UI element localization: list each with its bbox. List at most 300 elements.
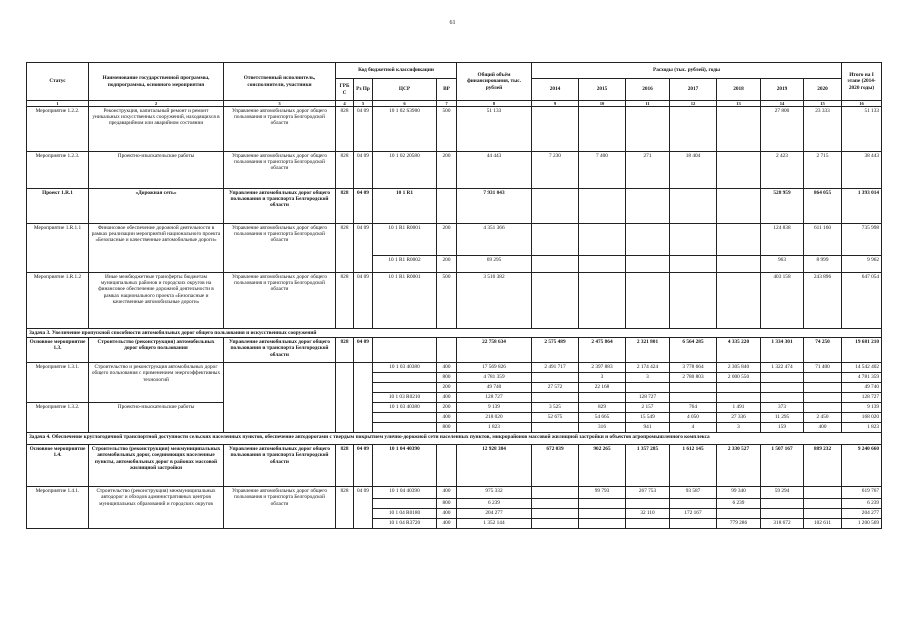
row-year-2016: 941 bbox=[626, 423, 670, 433]
row-grbs: 828 bbox=[336, 224, 354, 273]
row-year-2014: 2 491 717 bbox=[532, 363, 579, 373]
row-csr: 10 1 R1 R0001 bbox=[373, 273, 437, 329]
row-year-2020: 74 250 bbox=[804, 338, 842, 363]
header-stage-total: Итого на I этапе (2014-2020 годы) bbox=[842, 63, 882, 101]
row-year-2014 bbox=[532, 509, 579, 519]
row-stage-total: 1 823 bbox=[842, 423, 882, 433]
row-name: Реконструкция, капитальный ремонт и ремонт уникальных искусственных сооружений, находящихся в предаварийном или аварийном состоянии bbox=[89, 107, 224, 152]
row-vr: 400 bbox=[437, 393, 457, 403]
row-year-2015 bbox=[579, 273, 626, 329]
row-year-2017: 6 564 285 bbox=[670, 338, 717, 363]
row-year-2019: 403 158 bbox=[761, 273, 804, 329]
column-number: 16 bbox=[842, 101, 882, 107]
row-year-2015: 3 bbox=[579, 373, 626, 383]
row-total-volume: 6 239 bbox=[457, 499, 532, 509]
row-year-2018: 1 491 bbox=[717, 403, 761, 413]
row-year-2018: 99 340 bbox=[717, 487, 761, 499]
row-year-2018 bbox=[717, 383, 761, 393]
row-vr: 200 bbox=[437, 256, 457, 273]
row-executor: Управление автомобильных дорог общего пользования и транспорта Белгородской области bbox=[224, 445, 336, 487]
header-code-group: Код бюджетной классификации bbox=[336, 63, 457, 79]
row-year-2014 bbox=[532, 499, 579, 509]
budget-table bbox=[26, 62, 882, 529]
row-year-2020: 8 999 bbox=[804, 256, 842, 273]
row-vr: 400 bbox=[437, 487, 457, 499]
column-number: 4 bbox=[336, 101, 354, 107]
row-status: Мероприятие 1.2.3. bbox=[27, 152, 89, 189]
column-number: 7 bbox=[437, 101, 457, 107]
table-row bbox=[27, 487, 882, 499]
row-stage-total: 19 681 210 bbox=[842, 338, 882, 363]
row-year-2018: 2 305 840 bbox=[717, 363, 761, 373]
row-year-2018 bbox=[717, 273, 761, 329]
table-row bbox=[27, 152, 882, 189]
header-2019: 2019 bbox=[761, 79, 804, 101]
row-stage-total: 128 727 bbox=[842, 393, 882, 403]
row-year-2018: 6 239 bbox=[717, 499, 761, 509]
row-year-2014 bbox=[532, 373, 579, 383]
row-year-2020: 889 232 bbox=[804, 445, 842, 487]
row-stage-total: 1 200 569 bbox=[842, 519, 882, 529]
row-stage-total: 49 740 bbox=[842, 383, 882, 393]
row-year-2018: 4 335 220 bbox=[717, 338, 761, 363]
row-csr bbox=[373, 423, 437, 433]
row-year-2017: 764 bbox=[670, 403, 717, 413]
row-rzpr: 04 09 bbox=[354, 107, 373, 152]
row-executor: Управление автомобильных дорог общего пользования и транспорта Белгородской области bbox=[224, 487, 336, 529]
row-executor: Управление автомобильных дорог общего пользования и транспорта Белгородской области bbox=[224, 152, 336, 189]
row-year-2015 bbox=[579, 224, 626, 256]
row-year-2020: 400 bbox=[804, 423, 842, 433]
row-stage-total: 51 133 bbox=[842, 107, 882, 152]
row-total-volume: 4 351 366 bbox=[457, 224, 532, 256]
row-year-2015 bbox=[579, 189, 626, 224]
row-year-2014: 27 572 bbox=[532, 383, 579, 393]
row-csr bbox=[373, 499, 437, 509]
row-rzpr: 04 09 bbox=[354, 152, 373, 189]
row-year-2017: 3 778 664 bbox=[670, 363, 717, 373]
row-grbs: 828 bbox=[336, 445, 354, 487]
row-name: Строительство и реконструкция автомобильных дорог общего пользования с применением энергоэффективных технологий bbox=[89, 363, 224, 403]
row-year-2020 bbox=[804, 393, 842, 403]
row-year-2019: 59 294 bbox=[761, 487, 804, 499]
row-csr: 10 1 02 20580 bbox=[373, 152, 437, 189]
row-year-2017 bbox=[670, 519, 717, 529]
row-year-2015: 2 397 883 bbox=[579, 363, 626, 373]
row-year-2015: 2 475 864 bbox=[579, 338, 626, 363]
row-year-2020: 611 160 bbox=[804, 224, 842, 256]
row-csr bbox=[373, 413, 437, 423]
row-year-2020 bbox=[804, 499, 842, 509]
header-vr: ВР bbox=[437, 79, 457, 101]
row-rzpr: 04 09 bbox=[354, 273, 373, 329]
row-vr: 400 bbox=[437, 509, 457, 519]
column-number: 15 bbox=[804, 101, 842, 107]
row-rzpr: 04 09 bbox=[354, 224, 373, 273]
row-year-2017: 4 050 bbox=[670, 413, 717, 423]
row-year-2016 bbox=[626, 224, 670, 256]
header-2020: 2020 bbox=[804, 79, 842, 101]
row-year-2019: 1 507 167 bbox=[761, 445, 804, 487]
row-year-2018 bbox=[717, 107, 761, 152]
row-executor bbox=[224, 363, 336, 433]
row-executor: Управление автомобильных дорог общего пользования и транспорта Белгородской области bbox=[224, 273, 336, 329]
row-grbs bbox=[336, 363, 354, 433]
row-grbs: 828 bbox=[336, 152, 354, 189]
row-year-2016: 128 727 bbox=[626, 393, 670, 403]
page-number: 61 bbox=[449, 20, 456, 26]
header-2015: 2015 bbox=[579, 79, 626, 101]
row-name: Проектно-изыскательские работы bbox=[89, 403, 224, 433]
row-year-2020: 102 611 bbox=[804, 519, 842, 529]
row-csr: 10 1 03 R0210 bbox=[373, 393, 437, 403]
row-vr: 800 bbox=[437, 373, 457, 383]
row-year-2014 bbox=[532, 393, 579, 403]
row-stage-total: 168 020 bbox=[842, 413, 882, 423]
row-vr: 500 bbox=[437, 107, 457, 152]
column-number: 9 bbox=[532, 101, 579, 107]
row-status: Проект 1.R.1 bbox=[27, 189, 89, 224]
row-year-2018 bbox=[717, 393, 761, 403]
row-year-2018: 779 286 bbox=[717, 519, 761, 529]
row-vr bbox=[437, 189, 457, 224]
row-year-2016: 2 157 bbox=[626, 403, 670, 413]
header-2017: 2017 bbox=[670, 79, 717, 101]
row-vr: 400 bbox=[437, 519, 457, 529]
row-year-2020: 864 055 bbox=[804, 189, 842, 224]
row-year-2014 bbox=[532, 256, 579, 273]
row-name: «Дорожная сеть» bbox=[89, 189, 224, 224]
header-grbs: ГРБС bbox=[336, 79, 354, 101]
row-grbs: 828 bbox=[336, 338, 354, 363]
row-stage-total: 9 962 bbox=[842, 256, 882, 273]
row-year-2016 bbox=[626, 519, 670, 529]
row-year-2017 bbox=[670, 107, 717, 152]
row-rzpr: 04 09 bbox=[354, 338, 373, 363]
column-number: 10 bbox=[579, 101, 626, 107]
row-year-2019 bbox=[761, 393, 804, 403]
row-year-2017: 93 587 bbox=[670, 487, 717, 499]
row-total-volume: 3 510 382 bbox=[457, 273, 532, 329]
row-name: Проектно-изыскательские работы bbox=[89, 152, 224, 189]
row-year-2019: 27 800 bbox=[761, 107, 804, 152]
row-year-2015 bbox=[579, 256, 626, 273]
row-year-2015: 902 265 bbox=[579, 445, 626, 487]
row-total-volume: 51 133 bbox=[457, 107, 532, 152]
column-number: 5 bbox=[354, 101, 373, 107]
table-body bbox=[27, 101, 882, 529]
row-year-2018: 3 bbox=[717, 423, 761, 433]
row-vr: 500 bbox=[437, 273, 457, 329]
header-rzpr: Рз Пр bbox=[354, 79, 373, 101]
row-year-2016 bbox=[626, 189, 670, 224]
row-total-volume: 69 295 bbox=[457, 256, 532, 273]
row-year-2018: 2 000 550 bbox=[717, 373, 761, 383]
column-number: 11 bbox=[626, 101, 670, 107]
row-csr: 10 1 04 R3720 bbox=[373, 519, 437, 529]
header-2018: 2018 bbox=[717, 79, 761, 101]
row-year-2017 bbox=[670, 273, 717, 329]
row-total-volume: 7 931 043 bbox=[457, 189, 532, 224]
table-row bbox=[27, 403, 882, 413]
row-year-2019: 1 322 474 bbox=[761, 363, 804, 373]
row-vr bbox=[437, 338, 457, 363]
row-executor: Управление автомобильных дорог общего пользования и транспорта Белгородской области bbox=[224, 189, 336, 224]
row-year-2019: 1 334 301 bbox=[761, 338, 804, 363]
row-year-2014 bbox=[532, 487, 579, 499]
row-year-2015: 54 665 bbox=[579, 413, 626, 423]
row-year-2019 bbox=[761, 509, 804, 519]
row-total-volume: 9 139 bbox=[457, 403, 532, 413]
row-stage-total: 647 054 bbox=[842, 273, 882, 329]
row-stage-total: 6 239 bbox=[842, 499, 882, 509]
task-heading: Задача 4. Обеспечение круглогодичной транспортной доступности сельских населенных пунктов, обеспечение автодорогами с твердым покрытием улично-дорожной сети населенных пунктов, микрорайонов массовой жилищной застройки и объектов агропромышленного комплекса bbox=[27, 433, 882, 445]
row-total-volume: 44 443 bbox=[457, 152, 532, 189]
row-name: Строительство (реконструкция) межмуниципальных автодорог и обходов административных центров муниципальных образований и городских округов bbox=[89, 487, 224, 529]
row-name: Финансовое обеспечение дорожной деятельности в рамках реализации мероприятий национального проекта «Безопасные и качественные автомобильные дороги» bbox=[89, 224, 224, 273]
row-year-2019 bbox=[761, 499, 804, 509]
table-row bbox=[27, 338, 882, 363]
row-total-volume: 17 569 826 bbox=[457, 363, 532, 373]
row-status: Основное мероприятие 1.3. bbox=[27, 338, 89, 363]
row-vr: 800 bbox=[437, 499, 457, 509]
row-stage-total: 619 767 bbox=[842, 487, 882, 499]
row-year-2015: 316 bbox=[579, 423, 626, 433]
column-number: 8 bbox=[457, 101, 532, 107]
table-row bbox=[27, 189, 882, 224]
row-year-2016: 271 bbox=[626, 152, 670, 189]
row-year-2019 bbox=[761, 383, 804, 393]
row-year-2016: 1 357 285 bbox=[626, 445, 670, 487]
row-year-2014 bbox=[532, 224, 579, 256]
row-year-2017: 2 780 803 bbox=[670, 373, 717, 383]
row-year-2019: 963 bbox=[761, 256, 804, 273]
row-year-2018 bbox=[717, 152, 761, 189]
row-status: Мероприятие 1.2.2. bbox=[27, 107, 89, 152]
row-rzpr: 04 09 bbox=[354, 487, 373, 529]
row-total-volume: 1 352 144 bbox=[457, 519, 532, 529]
row-vr: 200 bbox=[437, 403, 457, 413]
task-row bbox=[27, 433, 882, 445]
row-year-2016: 2 174 424 bbox=[626, 363, 670, 373]
row-year-2016: 267 753 bbox=[626, 487, 670, 499]
row-year-2020: 2 715 bbox=[804, 152, 842, 189]
row-year-2016 bbox=[626, 107, 670, 152]
header-total-volume: Общий объём финансирования, тыс. рублей bbox=[457, 63, 532, 101]
row-stage-total: 4 781 359 bbox=[842, 373, 882, 383]
row-year-2019: 11 295 bbox=[761, 413, 804, 423]
column-number: 6 bbox=[373, 101, 437, 107]
table-row bbox=[27, 107, 882, 152]
row-vr: 400 bbox=[437, 363, 457, 373]
row-year-2017: 1 612 145 bbox=[670, 445, 717, 487]
row-total-volume: 22 758 634 bbox=[457, 338, 532, 363]
row-year-2014: 2 575 489 bbox=[532, 338, 579, 363]
row-year-2016: 2 321 801 bbox=[626, 338, 670, 363]
row-stage-total: 38 443 bbox=[842, 152, 882, 189]
row-year-2020 bbox=[804, 383, 842, 393]
row-vr: 800 bbox=[437, 423, 457, 433]
row-csr: 10 1 04 40390 bbox=[373, 445, 437, 487]
header-2014: 2014 bbox=[532, 79, 579, 101]
row-total-volume: 204 277 bbox=[457, 509, 532, 519]
row-year-2019: 124 838 bbox=[761, 224, 804, 256]
row-year-2017: 172 167 bbox=[670, 509, 717, 519]
row-year-2016 bbox=[626, 273, 670, 329]
row-total-volume: 975 332 bbox=[457, 487, 532, 499]
row-year-2017 bbox=[670, 393, 717, 403]
row-year-2014: 672 039 bbox=[532, 445, 579, 487]
header-expenses-group: Расходы (тыс. рублей), годы bbox=[532, 63, 842, 79]
row-year-2014 bbox=[532, 189, 579, 224]
row-year-2016 bbox=[626, 256, 670, 273]
row-stage-total: 204 277 bbox=[842, 509, 882, 519]
row-year-2019: 528 959 bbox=[761, 189, 804, 224]
row-status: Мероприятие 1.R.1.1 bbox=[27, 224, 89, 273]
row-year-2019: 373 bbox=[761, 403, 804, 413]
row-year-2017 bbox=[670, 189, 717, 224]
row-year-2017 bbox=[670, 224, 717, 256]
header-executor: Ответственный исполнитель, соисполнители, участники bbox=[224, 63, 336, 101]
task-heading: Задача 3. Увеличение пропускной способности автомобильных дорог общего пользования и искусственных сооружений bbox=[27, 329, 882, 338]
row-year-2017 bbox=[670, 499, 717, 509]
row-status: Мероприятие 1.R.1.2 bbox=[27, 273, 89, 329]
header-status: Статус bbox=[27, 63, 89, 101]
row-year-2015 bbox=[579, 519, 626, 529]
row-executor: Управление автомобильных дорог общего пользования и транспорта Белгородской области bbox=[224, 107, 336, 152]
task-row bbox=[27, 329, 882, 338]
row-total-volume: 12 928 384 bbox=[457, 445, 532, 487]
row-grbs: 828 bbox=[336, 273, 354, 329]
row-executor: Управление автомобильных дорог общего пользования и транспорта Белгородской области bbox=[224, 338, 336, 363]
row-year-2015 bbox=[579, 107, 626, 152]
column-number: 2 bbox=[89, 101, 224, 107]
row-year-2014: 52 675 bbox=[532, 413, 579, 423]
row-year-2016: 3 bbox=[626, 373, 670, 383]
row-year-2016 bbox=[626, 499, 670, 509]
row-year-2015: 99 793 bbox=[579, 487, 626, 499]
row-csr bbox=[373, 338, 437, 363]
row-executor: Управление автомобильных дорог общего пользования и транспорта Белгородской области bbox=[224, 224, 336, 273]
row-year-2020 bbox=[804, 487, 842, 499]
row-rzpr: 04 09 bbox=[354, 445, 373, 487]
row-total-volume: 128 727 bbox=[457, 393, 532, 403]
row-year-2015 bbox=[579, 499, 626, 509]
row-stage-total: 14 542 402 bbox=[842, 363, 882, 373]
row-csr: 10 1 04 R0180 bbox=[373, 509, 437, 519]
row-year-2020: 243 896 bbox=[804, 273, 842, 329]
row-status: Основное мероприятие 1.4. bbox=[27, 445, 89, 487]
row-year-2014: 7 230 bbox=[532, 152, 579, 189]
row-vr bbox=[437, 445, 457, 487]
row-year-2020: 71 400 bbox=[804, 363, 842, 373]
row-year-2018 bbox=[717, 189, 761, 224]
row-year-2014 bbox=[532, 107, 579, 152]
row-csr bbox=[373, 373, 437, 383]
row-csr: 10 1 R1 R0001 bbox=[373, 224, 437, 256]
row-year-2019: 159 bbox=[761, 423, 804, 433]
row-csr: 10 1 03 40380 bbox=[373, 363, 437, 373]
row-total-volume: 49 740 bbox=[457, 383, 532, 393]
row-year-2018: 27 336 bbox=[717, 413, 761, 423]
row-year-2019 bbox=[761, 373, 804, 383]
row-year-2014 bbox=[532, 273, 579, 329]
row-status: Мероприятие 1.4.1. bbox=[27, 487, 89, 529]
column-number: 1 bbox=[27, 101, 89, 107]
row-year-2014: 3 525 bbox=[532, 403, 579, 413]
row-year-2020 bbox=[804, 509, 842, 519]
row-csr: 10 1 04 40390 bbox=[373, 487, 437, 499]
row-year-2020: 2 450 bbox=[804, 413, 842, 423]
column-number: 14 bbox=[761, 101, 804, 107]
row-year-2020 bbox=[804, 403, 842, 413]
row-name: Строительство (реконструкция) автомобильных дорог общего пользования bbox=[89, 338, 224, 363]
row-year-2018 bbox=[717, 509, 761, 519]
row-year-2016: 32 110 bbox=[626, 509, 670, 519]
table-row bbox=[27, 224, 882, 256]
row-rzpr: 04 09 bbox=[354, 189, 373, 224]
row-year-2014 bbox=[532, 423, 579, 433]
table-row bbox=[27, 273, 882, 329]
header-csr: ЦСР bbox=[373, 79, 437, 101]
row-csr bbox=[373, 383, 437, 393]
row-year-2015: 7 400 bbox=[579, 152, 626, 189]
row-csr: 10 1 02 S3900 bbox=[373, 107, 437, 152]
row-csr: 10 1 R1 bbox=[373, 189, 437, 224]
row-status: Мероприятие 1.3.1. bbox=[27, 363, 89, 403]
row-year-2019: 318 672 bbox=[761, 519, 804, 529]
row-year-2016: 15 549 bbox=[626, 413, 670, 423]
row-year-2016 bbox=[626, 383, 670, 393]
row-stage-total: 1 393 014 bbox=[842, 189, 882, 224]
row-vr: 200 bbox=[437, 224, 457, 256]
row-year-2019: 2 423 bbox=[761, 152, 804, 189]
row-year-2018: 2 330 527 bbox=[717, 445, 761, 487]
row-csr: 10 1 R1 R0002 bbox=[373, 256, 437, 273]
row-total-volume: 1 823 bbox=[457, 423, 532, 433]
row-year-2015 bbox=[579, 509, 626, 519]
table-row bbox=[27, 363, 882, 373]
row-name: Строительство (реконструкция) межмуниципальных автомобильных дорог, соединяющих населенные пункты, автомобильных дорог в районах массовой жилищной застройки bbox=[89, 445, 224, 487]
row-vr: 200 bbox=[437, 152, 457, 189]
row-year-2017 bbox=[670, 256, 717, 273]
row-rzpr bbox=[354, 363, 373, 433]
row-year-2017 bbox=[670, 383, 717, 393]
row-grbs: 828 bbox=[336, 107, 354, 152]
row-grbs: 828 bbox=[336, 487, 354, 529]
row-stage-total: 9 240 660 bbox=[842, 445, 882, 487]
row-year-2014 bbox=[532, 519, 579, 529]
row-year-2015: 829 bbox=[579, 403, 626, 413]
row-year-2015 bbox=[579, 393, 626, 403]
row-name: Иные межбюджетные трансферты бюджетам муниципальных районов и городских округов на финансовое обеспечение дорожной деятельности в рамках национального проекта «Безопасные и качественные автомобильные дороги» bbox=[89, 273, 224, 329]
column-number: 3 bbox=[224, 101, 336, 107]
row-year-2018 bbox=[717, 256, 761, 273]
column-number: 13 bbox=[717, 101, 761, 107]
row-vr: 400 bbox=[437, 413, 457, 423]
row-total-volume: 218 020 bbox=[457, 413, 532, 423]
row-status: Мероприятие 1.3.2. bbox=[27, 403, 89, 433]
column-number: 12 bbox=[670, 101, 717, 107]
row-year-2020: 23 333 bbox=[804, 107, 842, 152]
row-stage-total: 735 998 bbox=[842, 224, 882, 256]
row-year-2015: 22 168 bbox=[579, 383, 626, 393]
row-total-volume: 4 781 359 bbox=[457, 373, 532, 383]
row-grbs: 828 bbox=[336, 189, 354, 224]
table-row bbox=[27, 445, 882, 487]
header-2016: 2016 bbox=[626, 79, 670, 101]
row-year-2017: 4 bbox=[670, 423, 717, 433]
